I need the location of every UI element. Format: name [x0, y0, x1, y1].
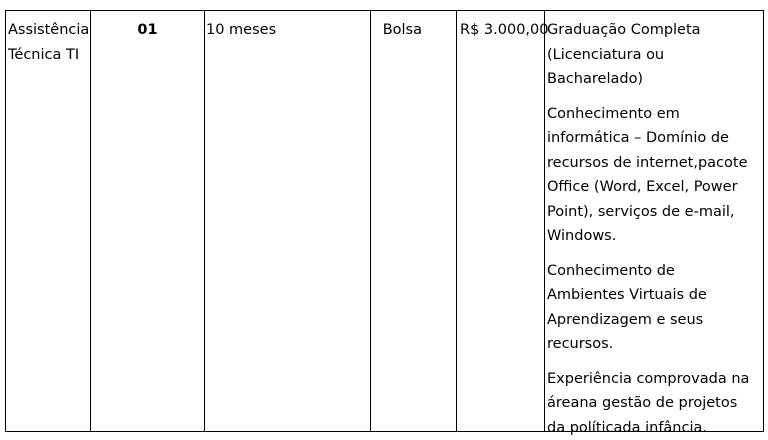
- requisito-line: Conhecimento de: [547, 262, 675, 279]
- cell-tipo: [371, 11, 457, 431]
- requisito-line: Ambientes Virtuais de: [547, 287, 707, 303]
- valor-value: R$ 3.000,00: [460, 22, 549, 38]
- requisito-line: Graduação Completa: [547, 22, 701, 38]
- requisito-line: recursos.: [547, 336, 614, 352]
- requisito-paragraph: [547, 367, 761, 440]
- cargo-line: Técnica TI: [8, 46, 80, 63]
- requisito-line: Office (Word, Excel, Power: [547, 179, 738, 195]
- requisito-line: Point), serviços de e-mail,: [547, 203, 735, 220]
- cargo-line: Assistência: [8, 22, 90, 38]
- cell-vagas: [91, 11, 205, 431]
- duracao-value: 10 meses: [206, 22, 277, 38]
- requisito-line: áreana gestão de projetos: [547, 395, 738, 411]
- cell-valor: [457, 11, 549, 431]
- tipo-value: Bolsa: [382, 22, 422, 38]
- vagas-value: 01: [137, 22, 158, 38]
- requisito-line: Conhecimento em: [547, 105, 680, 122]
- requisito-line: informática – Domínio de: [547, 130, 729, 146]
- requisito-line: Experiência comprovada na: [547, 370, 750, 387]
- requisito-line: (Licenciatura ou: [547, 46, 665, 63]
- cell-duracao: [205, 11, 371, 431]
- requisito-paragraph: [547, 18, 761, 92]
- requisito-line: da políticada infância.: [547, 419, 707, 436]
- requisito-line: Windows.: [547, 228, 617, 244]
- requisito-line: recursos de internet,pacote: [547, 154, 748, 171]
- vacancy-table: [5, 10, 764, 436]
- requisito-line: Bacharelado): [547, 71, 644, 87]
- requisito-line: Aprendizagem e seus: [547, 311, 704, 328]
- requisito-paragraph: [547, 102, 761, 249]
- requisito-paragraph: [547, 259, 761, 357]
- cell-cargo: [6, 11, 91, 431]
- cell-requisitos: [545, 11, 763, 436]
